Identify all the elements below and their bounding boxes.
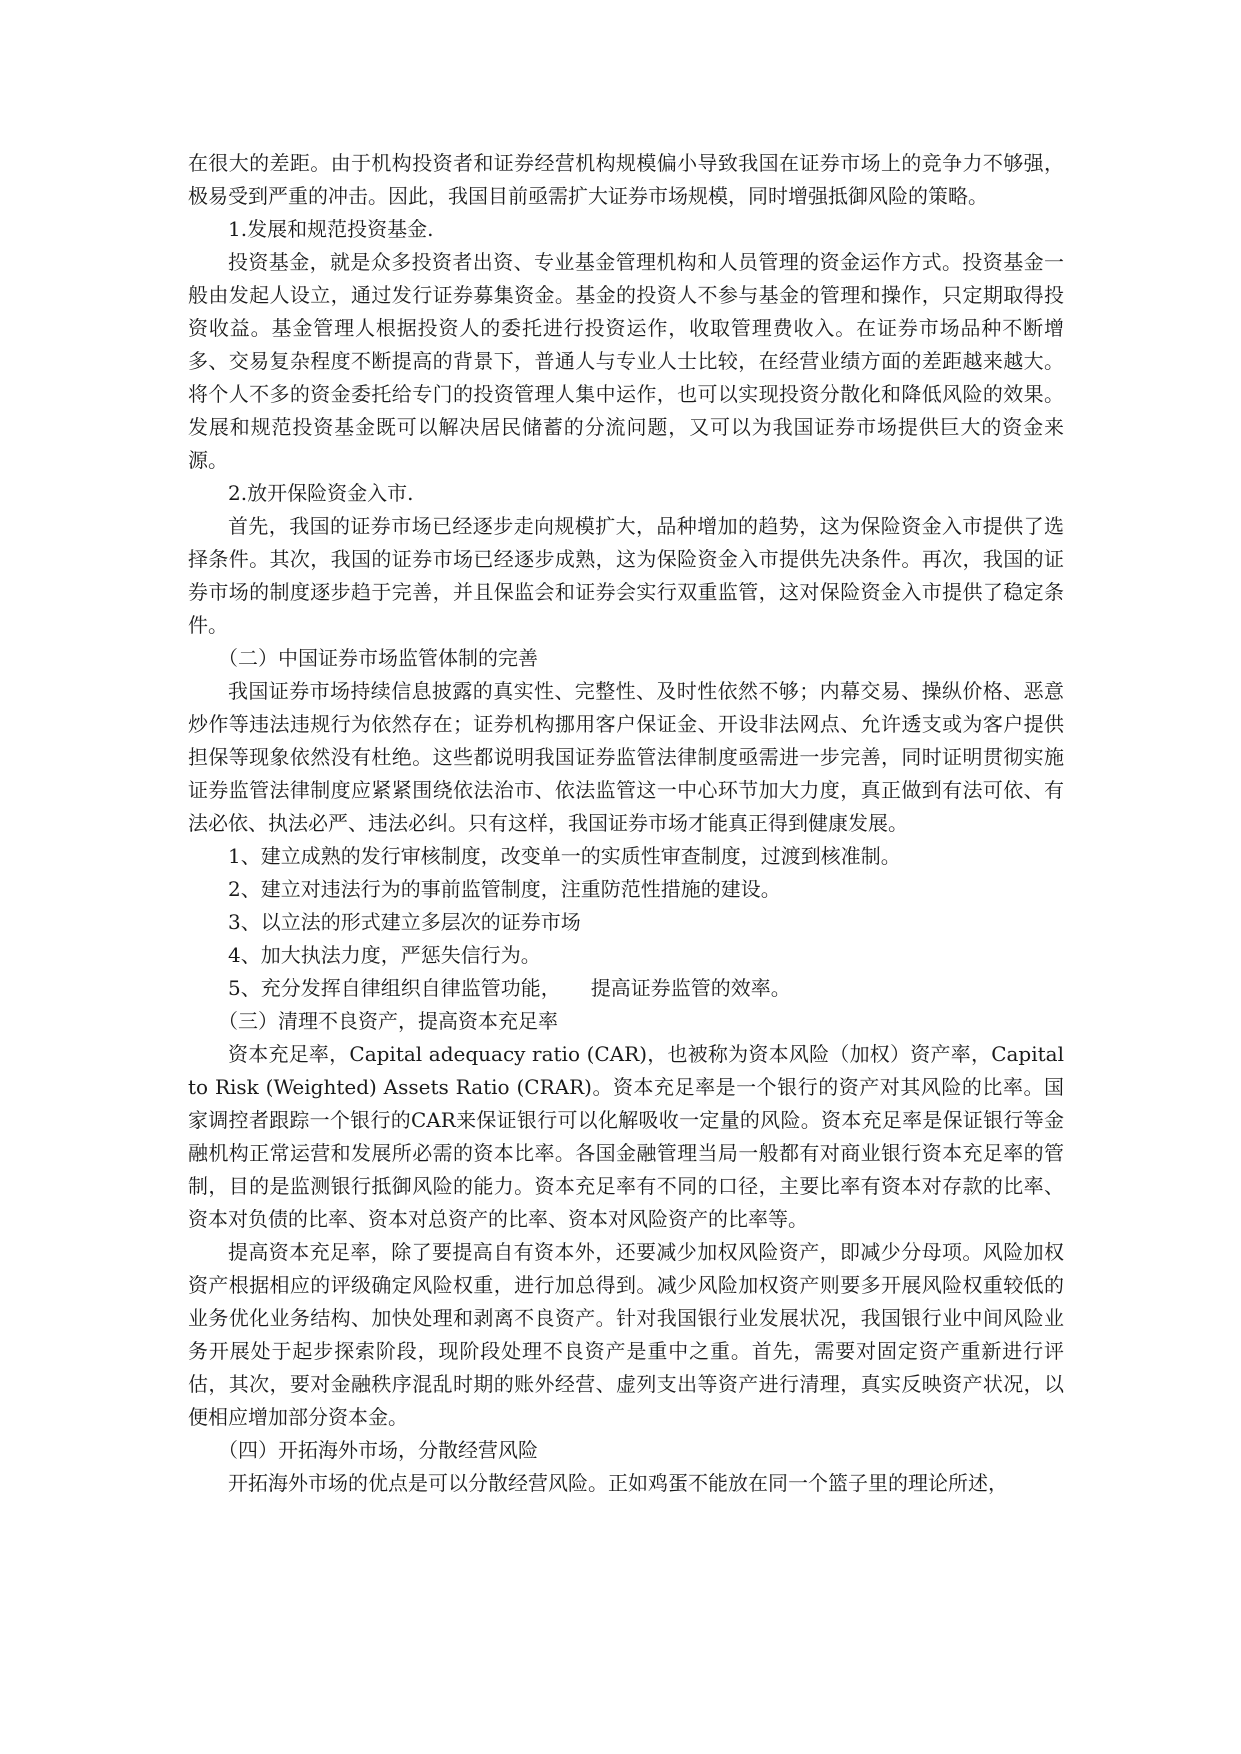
paragraph-intro: 在很大的差距。由于机构投资者和证券经营机构规模偏小导致我国在证券市场上的竞争力不够强，极易受到严重的冲击。因此，我国目前亟需扩大证券市场规模，同时增强抵御风险的策略。 [188, 151, 1064, 208]
subsection-heading-3: （三）清理不良资产，提高资本充足率 [218, 1009, 558, 1033]
document-body [188, 147, 1064, 1500]
paragraph-insurance-funds: 首先，我国的证券市场已经逐步走向规模扩大，品种增加的趋势，这为保险资金入市提供了选择条件。其次，我国的证券市场已经逐步成熟，这为保险资金入市提供先决条件。再次，我国的证券市场的制度逐步趋于完善，并且保监会和证券会实行双重监管，这对保险资金入市提供了稳定条件。 [188, 514, 1064, 637]
paragraph-supervision: 我国证券市场持续信息披露的真实性、完整性、及时性依然不够；内幕交易、操纵价格、恶意炒作等违法违规行为依然存在；证券机构挪用客户保证金、开设非法网点、允许透支或为客户提供担保等现象依然没有杜绝。这些都说明我国证券监管法律制度亟需进一步完善，同时证明贯彻实施证券监管法律制度应紧紧围绕依法治市、依法监管这一中心环节加大力度，真正做到有法可依、有法必依、执法必严、违法必纠。只有这样，我国证券市场才能真正得到健康发展。 [188, 679, 1064, 835]
list-item-5: 5、充分发挥自律组织自律监管功能， 提高证券监管的效率。 [228, 976, 791, 1000]
list-item-2: 2、建立对违法行为的事前监管制度，注重防范性措施的建设。 [228, 877, 781, 901]
paragraph-raise-capital-ratio: 提高资本充足率，除了要提高自有资本外，还要减少加权风险资产，即减少分母项。风险加权资产根据相应的评级确定风险权重，进行加总得到。减少风险加权资产则要多开展风险权重较低的业务优化业务结构、加快处理和剥离不良资产。针对我国银行业发展状况，我国银行业中间风险业务开展处于起步探索阶段，现阶段处理不良资产是重中之重。首先，需要对固定资产重新进行评估，其次，要对金融秩序混乱时期的账外经营、虚列支出等资产进行清理，真实反映资产状况，以便相应增加部分资本金。 [188, 1240, 1064, 1429]
list-item-4: 4、加大执法力度，严惩失信行为。 [228, 943, 541, 967]
list-item-3: 3、以立法的形式建立多层次的证券市场 [228, 910, 581, 934]
paragraph-investment-fund: 投资基金，就是众多投资者出资、专业基金管理机构和人员管理的资金运作方式。投资基金一般由发起人设立，通过发行证券募集资金。基金的投资人不参与基金的管理和操作，只定期取得投资收益。基金管理人根据投资人的委托进行投资运作，收取管理费收入。在证券市场品种不断增多、交易复杂程度不断提高的背景下，普通人与专业人士比较，在经营业绩方面的差距越来越大。将个人不多的资金委托给专门的投资管理人集中运作，也可以实现投资分散化和降低风险的效果。发展和规范投资基金既可以解决居民储蓄的分流问题，又可以为我国证券市场提供巨大的资金来源。 [188, 250, 1064, 472]
subsection-heading-4: （四）开拓海外市场，分散经营风险 [218, 1438, 538, 1462]
section-heading-1: 1.发展和规范投资基金. [228, 217, 434, 241]
section-heading-2: 2.放开保险资金入市. [228, 481, 414, 505]
paragraph-capital-adequacy: 资本充足率，Capital adequacy ratio (CAR)，也被称为资本风险（加权）资产率，Capital to Risk (Weighted) Assets Ratio (CRAR)。资本充足率是一个银行的资产对其风险的比率。国家调控者跟踪一个银行的CAR来保证银行可以化解吸收一定量的风险。资本充足率是保证银行等金融机构正常运营和发展所必需的资本比率。各国金融管理当局一般都有对商业银行资本充足率的管制，目的是监测银行抵御风险的能力。资本充足率有不同的口径，主要比率有资本对存款的比率、资本对负债的比率、资本对总资产的比率、资本对风险资产的比率等。 [188, 1042, 1064, 1231]
list-item-1: 1、建立成熟的发行审核制度，改变单一的实质性审查制度，过渡到核准制。 [228, 844, 901, 868]
paragraph-overseas-market: 开拓海外市场的优点是可以分散经营风险。正如鸡蛋不能放在同一个篮子里的理论所述， [228, 1471, 1008, 1495]
subsection-heading-2: （二）中国证券市场监管体制的完善 [218, 646, 538, 670]
